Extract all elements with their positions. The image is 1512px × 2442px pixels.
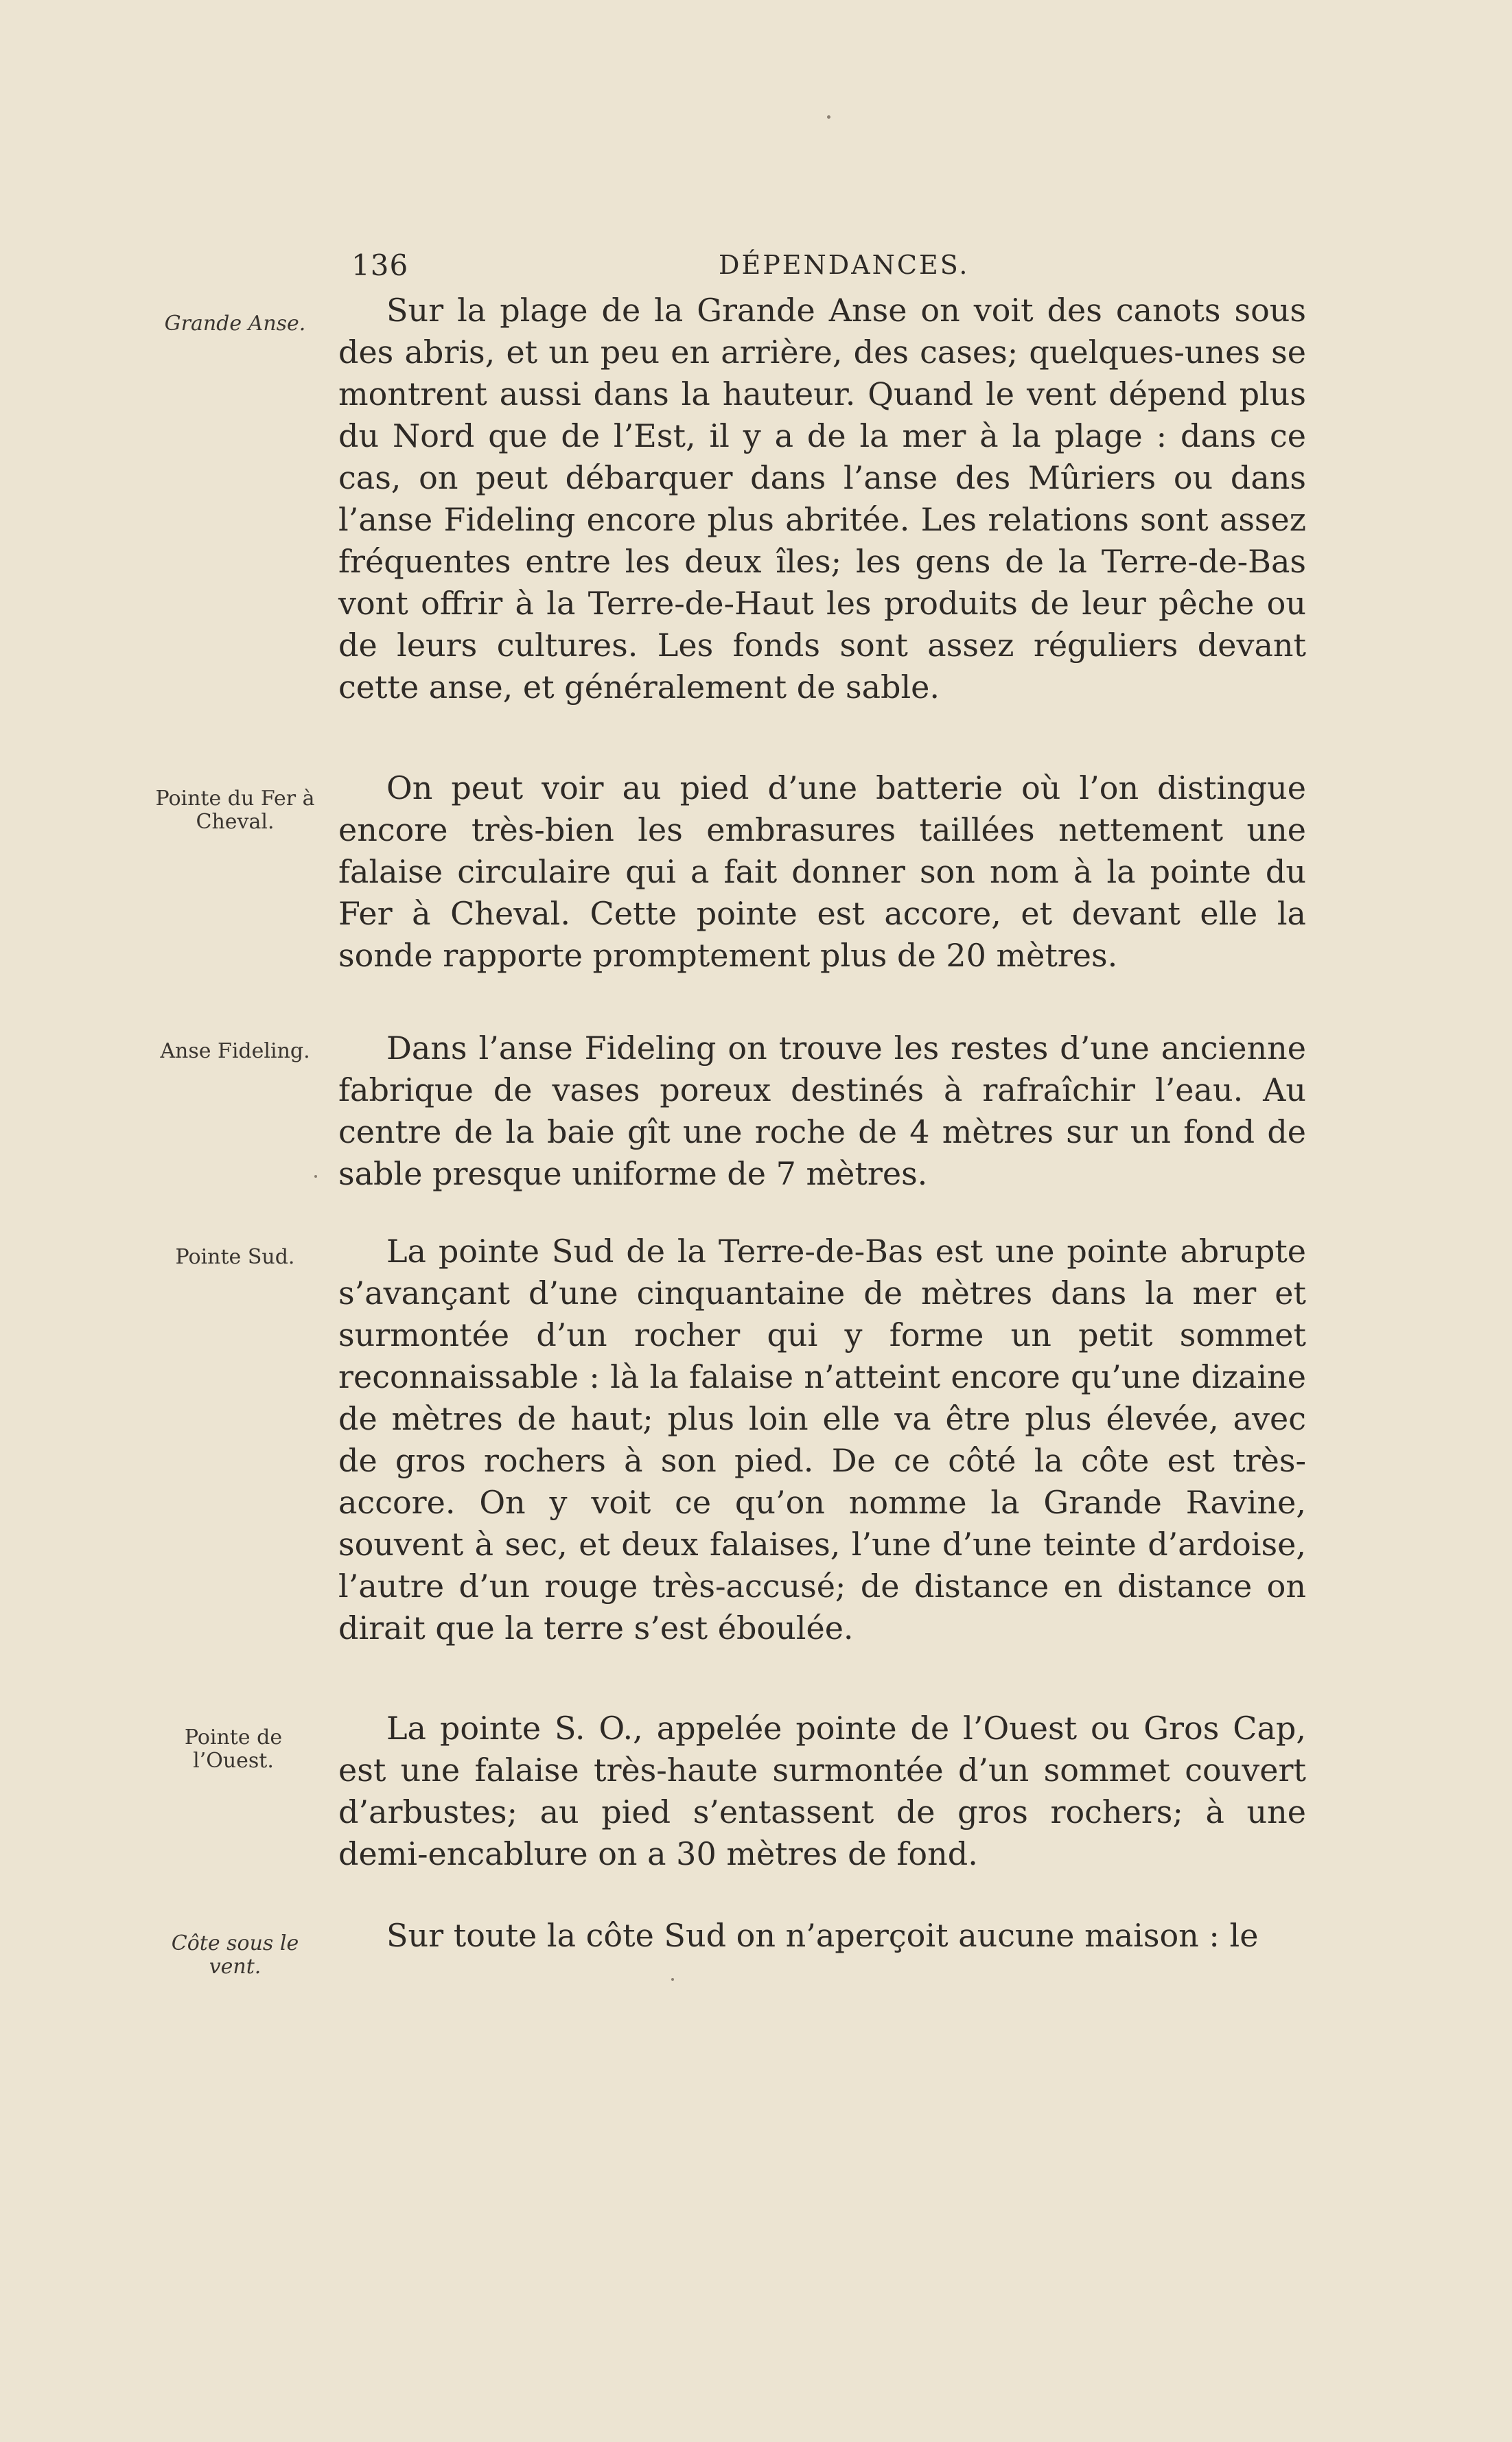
paper-speck: [671, 1978, 674, 1981]
margin-note-anse-fideling: Anse Fideling.: [160, 1039, 310, 1063]
paper-speck: [314, 1175, 317, 1178]
paragraph-cote-sud: Sur toute la côte Sud on n’aperçoit aucune maison : le: [386, 1917, 1259, 1954]
paragraph-grande-anse: Sur la plage de la Grande Anse on voit des canots sous des abris, et un peu en arrière, des cases; quelques-unes se montrent aussi dans la hauteur. Quand le vent dépend plus du Nord que de l’Est, il y a de la mer à la plage : dans ce cas, on peut débarquer dans l’anse des Mûriers ou dans l’anse Fideling encore plus abritée. Les relations sont assez fréquentes entre les deux îles; les gens de la Terre-de-Bas vont offrir à la Terre-de-Haut les produits de leur pêche ou de leurs cultures. Les fonds sont assez réguliers devant cette anse, et généralement de sable.: [338, 292, 1306, 706]
paragraph-pointe-du-fer: On peut voir au pied d’une batterie où l’on distingue encore très-bien les embrasures taillées nettement une falaise circulaire qui a fait donner son nom à la pointe du Fer à Cheval. Cette pointe est accore, et devant elle la sonde rapporte promptement plus de 20 mètres.: [338, 769, 1306, 974]
paragraph-anse-fideling: Dans l’anse Fideling on trouve les restes d’une ancienne fabrique de vases poreux destinés à rafraîchir l’eau. Au centre de la baie gît une roche de 4 mètres sur un fond de sable presque uniforme de 7 mètres.: [338, 1030, 1306, 1192]
margin-note-pointe-sud: Pointe Sud.: [175, 1245, 295, 1269]
margin-note-grande-anse: Grande Anse.: [164, 312, 306, 336]
margin-note-pointe-ouest: Pointe de l’Ouest.: [184, 1725, 283, 1773]
paragraph-pointe-sud: La pointe Sud de la Terre-de-Bas est une pointe abrupte s’avançant d’une cinquantaine de mètres dans la mer et surmontée d’un rocher qui y forme un petit sommet reconnaissable : là la falaise n’atteint encore qu’une dizaine de mètres de haut; plus loin elle va être plus élevée, avec de gros rochers à son pied. De ce côté la côte est très-accore. On y voit ce qu’on nomme la Grande Ravine, souvent à sec, et deux falaises, l’une d’une teinte d’ardoise, l’autre d’un rouge très-accusé; de distance en distance on dirait que la terre s’est éboulée.: [338, 1233, 1306, 1647]
margin-note-cote-sous-le-vent: Côte sous le vent.: [171, 1931, 299, 1979]
paper-speck: [827, 115, 830, 119]
page-header: [351, 248, 970, 290]
paragraph-pointe-ouest: La pointe S. O., appelée pointe de l’Ouest ou Gros Cap, est une falaise très-haute surmontée d’un sommet couvert d’arbustes; au pied s’entassent de gros rochers; à une demi-encablure on a 30 mètres de fond.: [338, 1710, 1306, 1872]
page-number: 136: [351, 248, 409, 282]
running-title: DÉPENDANCES.: [719, 250, 970, 280]
margin-note-pointe-du-fer: Pointe du Fer à Cheval.: [155, 787, 315, 834]
